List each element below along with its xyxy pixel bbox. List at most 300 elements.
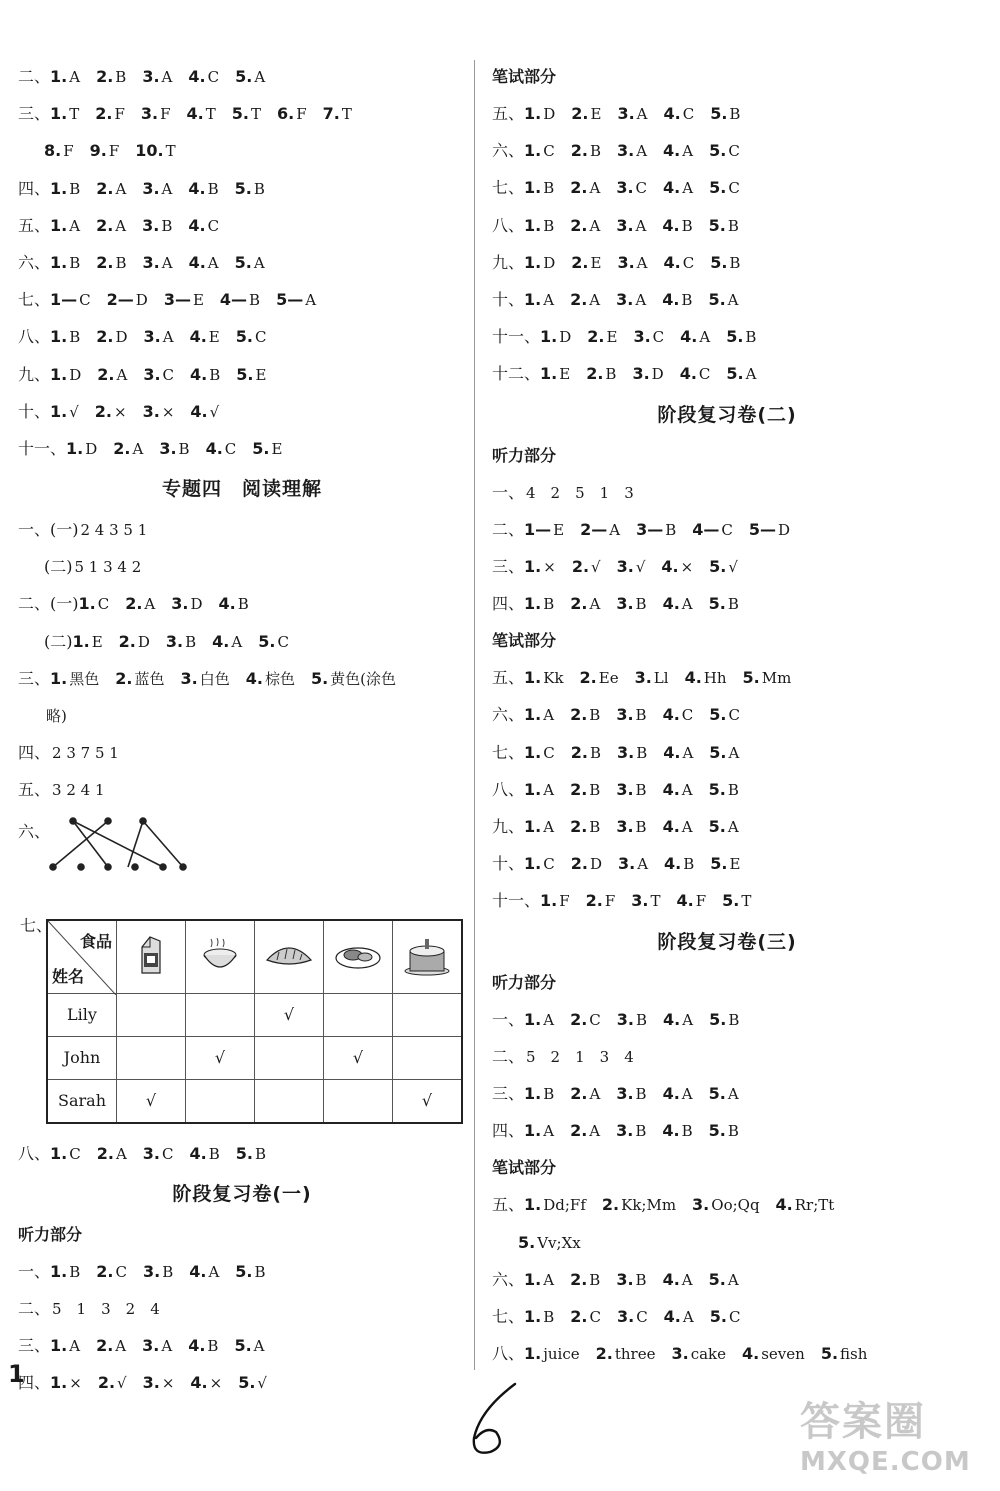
item-answer: A <box>144 595 156 614</box>
answer-item <box>680 355 711 393</box>
food-table-question <box>18 909 466 1135</box>
answer-item <box>96 318 127 356</box>
item-answer: 蓝色 <box>134 669 165 688</box>
table-row: Lily √ <box>47 993 462 1036</box>
answer-item <box>524 474 634 512</box>
column-divider <box>474 60 475 1370</box>
item-answer: C <box>115 1262 127 1281</box>
item-answer: F <box>160 105 171 124</box>
question-number: 五、 <box>492 104 525 123</box>
item-number: 2. <box>601 1195 620 1215</box>
answer-line <box>492 169 962 206</box>
item-answer: F <box>559 892 570 911</box>
answer-item <box>311 660 396 698</box>
item-number: 5. <box>820 1344 839 1364</box>
item-answer: T <box>250 105 261 124</box>
item-number: 4. <box>662 1269 680 1289</box>
item-answer: B <box>729 105 741 123</box>
answer-item <box>540 355 570 393</box>
item-number: 4. <box>663 104 681 123</box>
answer-item <box>524 1261 554 1299</box>
item-number: 3. <box>616 742 635 762</box>
item-answer: A <box>609 520 621 539</box>
item-number: 3. <box>633 327 651 347</box>
item-number: 1. <box>50 401 68 421</box>
item-answer: B <box>543 595 555 614</box>
item-number: 2. <box>571 556 590 576</box>
item-number: 2. <box>570 1121 588 1141</box>
item-number: 5. <box>710 104 728 123</box>
item-number: 4. <box>188 67 206 86</box>
right-column <box>492 58 962 1372</box>
section-heading: 阶段复习卷(二) <box>657 403 797 426</box>
answer-item <box>323 95 352 133</box>
item-number: 2. <box>579 668 597 688</box>
item-number: 1. <box>50 178 68 198</box>
item-number: 5. <box>709 742 727 762</box>
item-answer: E <box>606 328 618 347</box>
answer-line <box>492 95 962 132</box>
item-answer: T <box>69 105 80 124</box>
item-number: 4. <box>664 854 682 874</box>
item-number: 4. <box>190 401 208 421</box>
item-number: 3— <box>636 519 664 539</box>
answer-line <box>492 1261 962 1298</box>
answer-item <box>709 1261 739 1299</box>
answer-item <box>587 318 617 356</box>
answer-line <box>492 585 962 622</box>
answer-item <box>617 734 647 772</box>
item-number: 4. <box>662 779 680 799</box>
question-number: 四、 <box>492 594 525 614</box>
answer-item <box>616 696 646 734</box>
item-number: 1. <box>524 1344 542 1364</box>
answer-item <box>726 355 756 393</box>
answer-item <box>617 95 647 133</box>
item-answer: D <box>543 253 556 272</box>
item-answer: × <box>69 1374 82 1393</box>
answer-item <box>518 1224 581 1262</box>
item-number: 4. <box>188 178 206 198</box>
answer-item <box>571 132 601 170</box>
answer-item <box>671 1335 726 1373</box>
answer-item <box>50 393 79 431</box>
answer-item <box>616 1112 646 1150</box>
answer-item <box>570 771 600 809</box>
answer-block <box>492 1186 962 1372</box>
answer-item <box>79 585 110 623</box>
item-answer: Hh <box>703 669 727 688</box>
item-answer: A <box>681 780 693 799</box>
answer-item <box>662 281 692 319</box>
answer-item <box>50 734 119 772</box>
answer-item <box>664 845 694 883</box>
item-number: 3. <box>616 141 635 161</box>
answer-item <box>206 430 237 468</box>
answer-line <box>18 660 466 697</box>
answer-line <box>492 511 962 548</box>
answer-item <box>50 1253 80 1291</box>
item-number: 2. <box>570 178 588 198</box>
answer-item <box>524 1112 554 1150</box>
item-answer: E <box>729 855 741 874</box>
item-number: 1. <box>66 438 84 458</box>
item-number: 4. <box>663 1306 681 1326</box>
item-answer: juice <box>543 1345 580 1364</box>
item-answer: Oo;Qq <box>711 1196 760 1215</box>
answer-item <box>709 585 739 623</box>
item-number: 5. <box>236 364 254 384</box>
item-answer: A <box>727 290 739 309</box>
item-number: 3. <box>616 1121 634 1141</box>
answer-item <box>236 356 266 394</box>
item-number: 4. <box>186 104 204 124</box>
item-number: 2. <box>125 594 143 614</box>
item-answer: B <box>635 706 647 725</box>
answer-line <box>492 1075 962 1112</box>
item-answer: B <box>729 253 741 272</box>
item-answer: three <box>614 1345 656 1364</box>
answer-item <box>524 244 555 282</box>
item-answer: C <box>224 439 237 458</box>
answer-item <box>115 660 164 698</box>
item-number: 3. <box>180 668 198 688</box>
question-number: 七、 <box>492 742 525 762</box>
item-number: 1. <box>78 594 96 614</box>
item-number: 3. <box>631 891 649 911</box>
answer-item <box>97 1135 127 1173</box>
item-answer: E <box>559 365 571 384</box>
item-answer: × <box>161 1374 175 1393</box>
item-answer: B <box>208 1144 220 1163</box>
subsection-heading: 听力部分 <box>492 972 557 992</box>
item-number: 2. <box>585 891 603 911</box>
item-answer: B <box>636 743 648 762</box>
item-number: 2. <box>586 364 604 384</box>
answer-item <box>143 1135 174 1173</box>
item-answer: D <box>589 855 602 874</box>
item-number: 3. <box>142 1143 160 1163</box>
item-answer: F <box>296 105 307 124</box>
answer-item <box>570 696 600 734</box>
bread-icon <box>255 920 324 994</box>
item-answer: B <box>635 1122 647 1141</box>
answer-item <box>618 845 648 883</box>
item-answer: A <box>207 253 219 272</box>
answer-item <box>580 659 619 697</box>
question-number: 六、 <box>18 821 51 841</box>
item-number: 5. <box>709 556 727 576</box>
item-answer: B <box>681 1122 693 1141</box>
item-answer: B <box>665 520 677 539</box>
question-number: 十、 <box>492 289 525 309</box>
item-number: 2. <box>118 631 136 651</box>
item-answer: C <box>277 632 289 651</box>
answer-item <box>50 207 80 245</box>
item-answer: B <box>253 179 265 198</box>
item-number: 5. <box>709 1009 727 1029</box>
item-number: 4. <box>775 1195 793 1215</box>
answer-line <box>18 170 466 207</box>
question-number: 十一、 <box>492 891 541 911</box>
item-answer: T <box>205 105 216 124</box>
subsection-heading: 笔试部分 <box>492 67 557 86</box>
item-number: 1. <box>524 178 542 198</box>
item-answer: B <box>209 365 221 384</box>
answer-item <box>166 623 196 661</box>
item-number: 5. <box>235 327 253 347</box>
item-number: 5. <box>234 252 252 272</box>
item-number: 5— <box>276 290 304 310</box>
answer-item <box>709 1112 739 1150</box>
item-number: 4— <box>219 290 248 310</box>
item-number: 4. <box>188 252 206 272</box>
item-number: 3. <box>616 215 634 235</box>
item-number: 1. <box>50 327 68 347</box>
question-number: 三、 <box>492 1083 525 1103</box>
answer-item <box>722 882 751 920</box>
item-answer: B <box>543 216 555 235</box>
item-number: 2. <box>96 1261 114 1281</box>
item-answer: A <box>115 1337 127 1356</box>
item-answer: B <box>636 1010 648 1029</box>
item-answer: √ <box>257 1374 267 1393</box>
answer-item <box>143 244 173 282</box>
item-answer: A <box>635 216 647 235</box>
item-number: 2. <box>113 438 131 458</box>
item-answer: A <box>253 1337 265 1356</box>
item-number: 4. <box>662 594 680 614</box>
answer-item <box>709 808 739 846</box>
question-number: 七、 <box>492 1306 525 1326</box>
answer-item <box>258 623 289 661</box>
item-number: 4. <box>188 215 206 235</box>
item-answer: A <box>116 365 128 384</box>
answer-item <box>125 585 155 623</box>
item-answer: D <box>651 365 664 384</box>
item-answer: B <box>635 780 647 799</box>
item-number: 3. <box>634 668 652 688</box>
item-answer: C <box>728 179 740 198</box>
item-number: 2. <box>96 178 114 198</box>
answer-item <box>570 1261 600 1299</box>
item-number: 3. <box>671 1344 689 1364</box>
item-answer: A <box>161 68 173 86</box>
item-number: 1. <box>524 854 542 874</box>
item-answer: × <box>543 557 556 576</box>
cake-icon <box>393 920 463 994</box>
item-answer: B <box>161 216 173 235</box>
question-number: 十、 <box>18 401 51 421</box>
item-answer: D <box>190 595 203 614</box>
item-answer: B <box>727 780 739 799</box>
item-number: 1. <box>540 364 558 384</box>
answer-item <box>50 318 80 356</box>
item-answer: A <box>699 328 711 347</box>
left-column <box>18 58 466 1402</box>
answer-item <box>710 845 740 883</box>
item-answer: C <box>682 253 695 272</box>
item-number: 3. <box>616 594 634 614</box>
question-number: 五、 <box>492 668 525 688</box>
item-number: 3. <box>171 594 189 614</box>
answer-line <box>492 1298 962 1335</box>
item-answer: √ <box>591 557 601 576</box>
item-number: 1. <box>540 891 558 911</box>
answer-item <box>143 1364 175 1402</box>
answer-item <box>113 430 143 468</box>
answer-item <box>96 1253 127 1291</box>
item-answer: A <box>543 290 555 309</box>
answer-line <box>18 244 466 281</box>
question-number: 八、 <box>492 779 525 799</box>
item-number: 5. <box>708 289 726 309</box>
answer-item <box>710 1298 741 1336</box>
item-answer: × <box>680 557 694 576</box>
item-answer: A <box>305 291 317 310</box>
answer-item <box>236 318 267 356</box>
item-answer: Mm <box>761 669 792 688</box>
question-number: 一、(一) <box>18 520 79 540</box>
item-number: 6. <box>277 104 295 124</box>
item-answer: A <box>681 595 693 614</box>
answer-item <box>73 623 103 661</box>
subsection-heading: 笔试部分 <box>492 631 557 651</box>
item-answer: A <box>745 365 757 384</box>
answer-item <box>524 132 555 170</box>
item-number: 3. <box>617 104 635 123</box>
item-answer: A <box>636 253 648 272</box>
question-number: 二、 <box>492 519 525 539</box>
item-answer: A <box>682 1307 694 1326</box>
item-answer: A <box>132 439 144 458</box>
item-number: 3. <box>159 438 177 458</box>
item-number: 4. <box>663 141 681 161</box>
item-answer: cake <box>690 1345 726 1364</box>
question-number: 八、 <box>18 1143 51 1163</box>
answer-item <box>663 585 693 623</box>
answer-item <box>617 244 647 282</box>
item-answer: A <box>727 1084 739 1103</box>
item-answer: F <box>604 892 616 911</box>
answer-item <box>662 207 692 245</box>
item-number: 3. <box>142 252 160 272</box>
item-answer: A <box>589 216 601 235</box>
item-number: 2. <box>570 1306 588 1326</box>
question-number: 四、 <box>492 1121 525 1141</box>
item-answer: seven <box>761 1345 805 1364</box>
question-number: 九、 <box>18 364 51 384</box>
answer-item <box>709 548 738 586</box>
item-number: 5. <box>235 1261 253 1281</box>
item-number: 1. <box>524 1083 542 1103</box>
answer-item <box>663 734 693 772</box>
answer-item <box>73 548 142 586</box>
answer-line <box>18 281 466 318</box>
answer-line <box>18 511 466 548</box>
answer-item <box>617 548 646 586</box>
answer-item <box>50 356 81 394</box>
item-answer: fish <box>840 1345 868 1364</box>
answer-line <box>18 548 466 585</box>
item-answer: C <box>728 706 740 725</box>
answer-item <box>709 771 739 809</box>
answer-item <box>524 659 564 697</box>
answer-item <box>571 244 601 282</box>
item-answer: D <box>135 291 148 310</box>
item-number: 3. <box>616 1269 634 1289</box>
answer-item <box>586 882 616 920</box>
answer-item <box>570 281 600 319</box>
item-number: 1. <box>524 742 542 762</box>
item-number: 5. <box>726 364 744 384</box>
item-answer: C <box>652 328 665 347</box>
item-number: 1. <box>50 1143 68 1163</box>
answer-item <box>220 281 260 319</box>
item-number: 1. <box>524 1121 542 1141</box>
item-number: 2. <box>571 104 589 123</box>
item-answer: D <box>559 328 572 347</box>
answer-item <box>692 1186 760 1224</box>
answer-item <box>572 548 601 586</box>
answer-item <box>95 95 125 133</box>
item-answer: B <box>254 1262 266 1281</box>
item-answer: F <box>114 105 125 124</box>
item-answer: A <box>543 780 555 799</box>
item-number: 5. <box>709 141 727 161</box>
answer-item <box>692 511 733 549</box>
item-number: 5. <box>310 668 329 688</box>
item-number: 4. <box>663 742 681 762</box>
item-number: 3. <box>616 817 634 836</box>
question-number: 二、(一) <box>18 594 79 614</box>
answer-item <box>96 170 126 208</box>
item-number: 3. <box>142 1336 160 1356</box>
answer-line <box>18 393 466 430</box>
item-number: 4. <box>188 1336 206 1356</box>
item-answer: F <box>108 142 120 161</box>
answer-item <box>540 318 571 356</box>
question-number: 六、 <box>492 1269 525 1289</box>
item-answer: × <box>161 402 175 421</box>
item-answer: B <box>207 179 219 198</box>
item-number: 1. <box>524 779 542 799</box>
answer-item <box>776 1186 835 1224</box>
answer-line <box>492 1038 962 1075</box>
question-number: 二、 <box>18 67 51 86</box>
answer-item <box>189 1135 219 1173</box>
item-number: 4. <box>218 594 236 614</box>
question-number: 一、 <box>18 1261 51 1281</box>
item-answer: √ <box>635 557 646 576</box>
question-number: 三、 <box>18 1336 51 1356</box>
item-answer: C <box>635 179 648 198</box>
item-number: 5. <box>252 438 270 458</box>
answer-item <box>235 244 265 282</box>
page-number: 1 <box>8 1360 25 1388</box>
item-number: 4. <box>676 891 694 911</box>
item-number: 5. <box>710 252 728 272</box>
answer-item <box>570 808 600 846</box>
answer-item <box>180 660 229 698</box>
item-answer: C <box>254 328 267 347</box>
answer-line <box>492 318 962 355</box>
answer-line <box>492 132 962 169</box>
answer-item <box>571 845 602 883</box>
answer-item <box>524 845 555 883</box>
answer-line <box>18 1364 466 1401</box>
item-answer: D <box>778 520 791 539</box>
